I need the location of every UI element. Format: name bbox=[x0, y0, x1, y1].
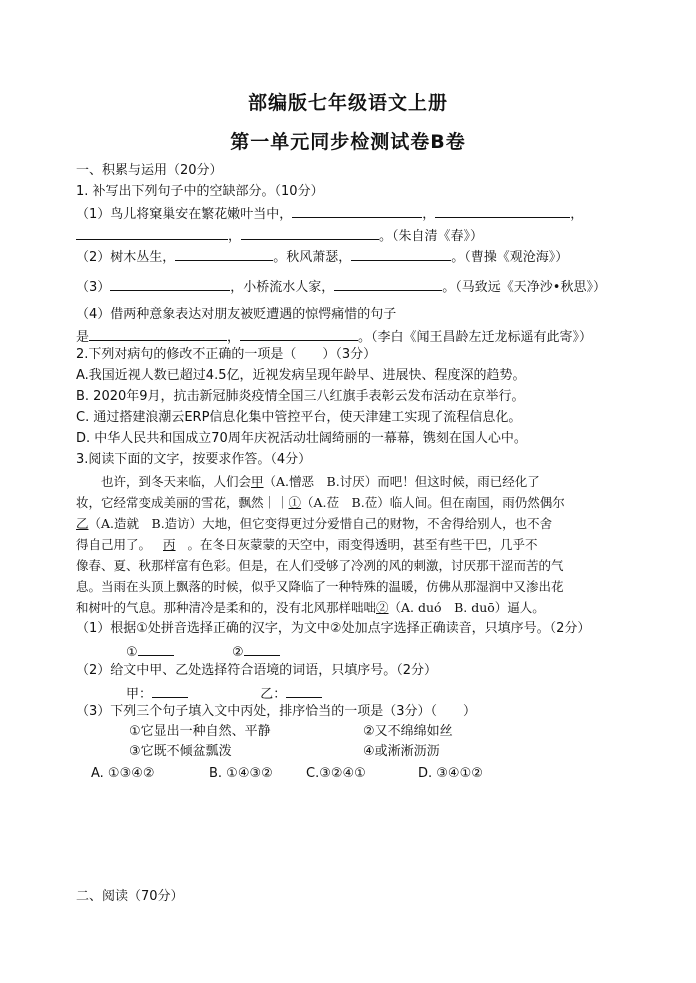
text: （3） bbox=[76, 280, 111, 295]
text: （A. duó B. duō）逼人。 bbox=[388, 600, 545, 615]
page-subtitle: 第一单元同步检测试卷B卷 bbox=[230, 131, 466, 153]
blank-two[interactable]: ② bbox=[376, 600, 389, 615]
text: （A.造就 B.造访）大地，但它变得更过分爱惜自己的财物，不舍得给别人，也不舍 bbox=[88, 516, 553, 531]
question-line: （4）借两种意象表达对朋友被贬遭遇的惊愕痛惜的句子 bbox=[76, 307, 397, 322]
choice-item: ④或淅淅沥沥 bbox=[363, 744, 440, 759]
text: 乙： bbox=[260, 687, 287, 702]
answer-blank[interactable] bbox=[89, 326, 227, 341]
option-b[interactable]: B. 2020年9月，抗击新冠肺炎疫情全国三八红旗手表彰云发布活动在京举行。 bbox=[76, 389, 525, 404]
text: （A.憎恶 B.讨厌）而吧！但这时候，雨已经化了 bbox=[263, 474, 540, 489]
question-line bbox=[76, 203, 583, 224]
text: 妆，它经常变成美丽的雪花，飘然｜｜ bbox=[76, 495, 289, 510]
section-heading: 二、阅读（70分） bbox=[76, 889, 184, 904]
passage-line bbox=[76, 536, 538, 554]
question-line bbox=[76, 276, 606, 297]
option-a[interactable]: A.我国近视人数已超过4.5亿，近视发病呈现年龄早、进展快、程度深的趋势。 bbox=[76, 368, 526, 383]
passage-line bbox=[76, 515, 552, 533]
choice-item: ①它显出一种自然、平静 bbox=[129, 724, 271, 739]
text: （2）树木丛生， bbox=[76, 250, 176, 265]
answer-blank[interactable] bbox=[435, 203, 570, 218]
question-stem: 1. 补写出下列句子中的空缺部分。（10分） bbox=[76, 184, 324, 199]
answer-blank[interactable] bbox=[138, 641, 174, 656]
option-d[interactable]: D. ③④①② bbox=[418, 766, 483, 781]
text: 。在冬日灰蒙蒙的天空中，雨变得透明，甚至有些干巴，几乎不 bbox=[187, 537, 538, 552]
text: （A.莅 B.莅）临人间。但在南国，雨仍然偶尔 bbox=[301, 495, 565, 510]
answer-blank[interactable] bbox=[292, 203, 422, 218]
option-c[interactable]: C.③②④① bbox=[306, 766, 366, 781]
choice-item: ②又不绵绵如丝 bbox=[363, 724, 453, 739]
text: ， bbox=[422, 207, 436, 222]
text: 也许，到冬天来临，人们会 bbox=[76, 474, 252, 489]
text: 。（李白《闻王昌龄左迁龙标遥有此寄》） bbox=[358, 330, 593, 345]
option-d[interactable]: D. 中华人民共和国成立70周年庆祝活动壮阔绮丽的一幕幕，镌刻在国人心中。 bbox=[76, 431, 527, 446]
answer-line bbox=[126, 683, 322, 704]
question-line bbox=[76, 225, 483, 246]
blank-one[interactable]: ① bbox=[288, 495, 302, 510]
text: 。秋风萧瑟， bbox=[273, 250, 352, 265]
text: 。（曹操《观沧海》） bbox=[451, 250, 569, 265]
text: 得自己用了。 bbox=[76, 537, 152, 552]
answer-blank[interactable] bbox=[240, 326, 358, 341]
answer-blank[interactable] bbox=[286, 683, 322, 698]
question-line bbox=[76, 326, 592, 347]
passage-line: 息。当雨在头顶上飘落的时候，似乎又降临了一种特殊的温暖，仿佛从那湿润中又渗出花 bbox=[76, 579, 564, 594]
option-c[interactable]: C. 通过搭建浪潮云ERP信息化集中管控平台，使天津建工实现了流程信息化。 bbox=[76, 410, 522, 425]
question-stem: 3.阅读下面的文字，按要求作答。（4分） bbox=[76, 452, 312, 467]
answer-blank[interactable] bbox=[241, 225, 379, 240]
text: ， bbox=[228, 229, 242, 244]
blank-jia[interactable]: 甲 bbox=[251, 474, 264, 489]
text: ，小桥流水人家， bbox=[230, 280, 335, 295]
option-a[interactable]: A. ①③④② bbox=[91, 766, 155, 781]
text: 是 bbox=[76, 330, 90, 345]
text: ， bbox=[227, 330, 241, 345]
answer-blank[interactable] bbox=[110, 276, 230, 291]
sub-question: （1）根据①处拼音选择正确的汉字，为文中②处加点字选择正确读音，只填序号。（2分） bbox=[76, 621, 591, 636]
answer-blank[interactable] bbox=[152, 683, 188, 698]
answer-line bbox=[126, 641, 280, 662]
passage-line: 像春、夏、秋那样富有色彩。但是，在人们受够了冷冽的风的刺激，讨厌那干涩而苦的气 bbox=[76, 558, 564, 573]
page-title: 部编版七年级语文上册 bbox=[247, 92, 448, 114]
choice-item: ③它既不倾盆瓢泼 bbox=[129, 744, 232, 759]
passage-line bbox=[76, 494, 565, 512]
text: （1）鸟儿将窠巢安在繁花嫩叶当中， bbox=[76, 207, 293, 222]
blank-yi[interactable]: 乙 bbox=[76, 516, 89, 531]
text: ， bbox=[570, 207, 584, 222]
blank-bing[interactable]: 丙 bbox=[163, 537, 176, 552]
text: 和树叶的气息。那种清冷是柔和的，没有北风那样咄咄 bbox=[76, 600, 377, 615]
text: 。（朱自清《春》） bbox=[379, 229, 484, 244]
section-heading: 一、积累与运用（20分） bbox=[76, 163, 223, 178]
answer-blank[interactable] bbox=[244, 641, 280, 656]
question-line bbox=[76, 246, 568, 267]
text: 甲： bbox=[126, 687, 153, 702]
answer-blank[interactable] bbox=[351, 246, 451, 261]
text: ① bbox=[126, 645, 138, 660]
passage-line bbox=[76, 599, 545, 617]
answer-blank[interactable] bbox=[76, 225, 228, 240]
question-stem: 2.下列对病句的修改不正确的一项是（ ）（3分） bbox=[76, 347, 377, 362]
text: 。（马致远《天净沙•秋思》） bbox=[442, 280, 606, 295]
sub-question: （3）下列三个句子填入文中丙处，排序恰当的一项是（3分）（ ） bbox=[76, 704, 477, 719]
passage-line bbox=[76, 473, 540, 491]
text: ② bbox=[231, 645, 244, 660]
answer-blank[interactable] bbox=[334, 276, 442, 291]
answer-blank[interactable] bbox=[175, 246, 273, 261]
option-b[interactable]: B. ①④③② bbox=[209, 766, 273, 781]
sub-question: （2）给文中甲、乙处选择符合语境的词语，只填序号。（2分） bbox=[76, 663, 438, 678]
